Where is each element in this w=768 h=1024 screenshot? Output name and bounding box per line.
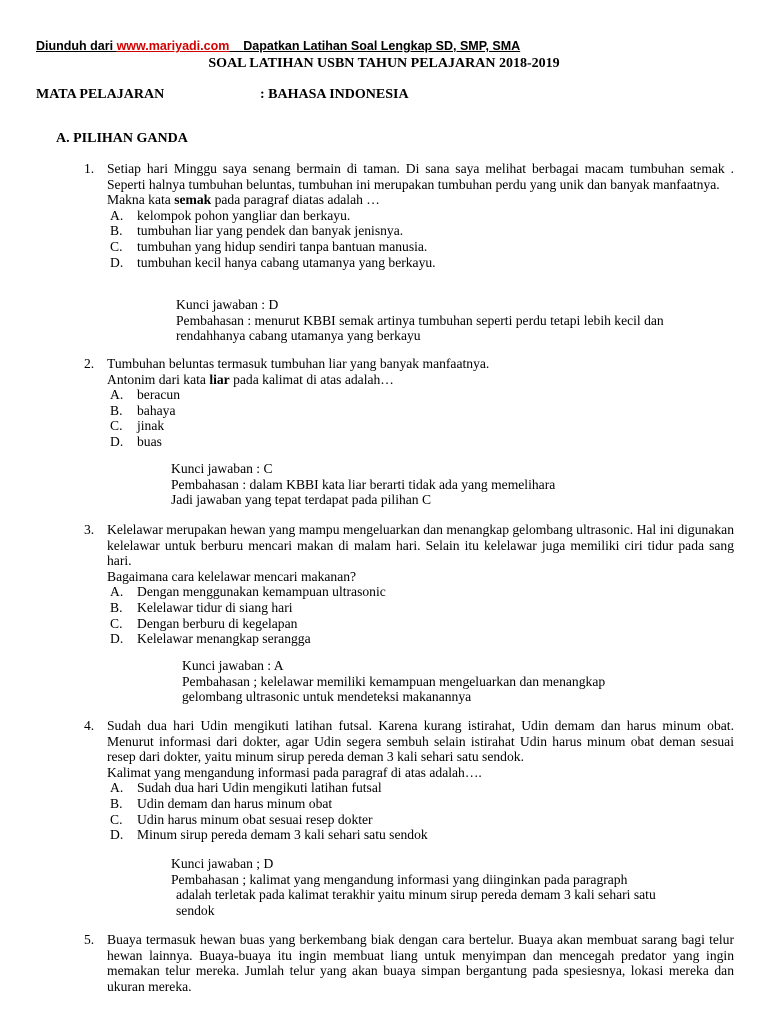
- prompt-keyword: liar: [209, 371, 230, 387]
- option-c[interactable]: [110, 812, 734, 828]
- question-4: [84, 718, 734, 843]
- question-number: 1.: [84, 161, 95, 176]
- option-letter: B.: [110, 599, 123, 615]
- section-heading: A. PILIHAN GANDA: [56, 131, 188, 146]
- question-stem: Sudah dua hari Udin mengikuti latihan futsal. Karena kurang istirahat, Udin demam dan harus minum obat. Menurut informasi dari dokter, agar Udin segera sembuh selain istirahat Udin harus minum obat deman sesuai resep dari dokter, yaitu minum sirup pereda deman 3 kali sehari satu sendok.: [107, 718, 734, 765]
- explanation-line: Pembahasan ; kelelawar memiliki kemampuan mengeluarkan dan menangkap: [182, 673, 606, 689]
- option-a[interactable]: [110, 208, 734, 224]
- prompt-text-end: pada kalimat di atas adalah…: [229, 371, 394, 387]
- download-header: [36, 39, 520, 53]
- option-text: tumbuhan liar yang pendek dan banyak jenisnya.: [137, 223, 404, 239]
- subject-row: [36, 87, 409, 103]
- option-text: Kelelawar tidur di siang hari: [137, 599, 293, 615]
- options-list: [107, 584, 734, 646]
- explanation-line: gelombang ultrasonic untuk mendeteksi makanannya: [182, 689, 472, 705]
- question-prompt: Kalimat yang mengandung informasi pada paragraf di atas adalah….: [107, 764, 482, 780]
- option-d[interactable]: [110, 827, 734, 843]
- question-prompt: [107, 372, 734, 388]
- explanation-line: Jadi jawaban yang tepat terdapat pada pilihan C: [171, 492, 432, 508]
- subject-label: MATA PELAJARAN: [36, 87, 165, 102]
- answer-key: Kunci jawaban : A: [182, 658, 284, 673]
- download-prefix: Diunduh dari: [36, 39, 117, 53]
- option-letter: D.: [110, 827, 124, 843]
- explanation-line: sendok: [176, 902, 215, 918]
- option-text: bahaya: [137, 402, 176, 418]
- option-b[interactable]: [110, 796, 734, 812]
- question-stem: Kelelawar merupakan hewan yang mampu mengeluarkan dan menangkap gelombang ultrasonic. Hal ini digunakan kelelawar untuk berburu mencari makan di malam hari. Selain itu kelelawar juga memiliki ciri tidur pada sang hari.: [107, 522, 734, 569]
- question-stem: Setiap hari Minggu saya senang bermain di taman. Di sana saya melihat berbagai macam tumbuhan semak . Seperti halnya tumbuhan beluntas, tumbuhan ini merupakan tumbuhan perdu yang unik dan banyak manfaatnya.: [107, 161, 734, 192]
- explanation-line: Pembahasan ; kalimat yang mengandung informasi yang diinginkan pada paragraph: [171, 871, 628, 887]
- option-text: tumbuhan yang hidup sendiri tanpa bantuan manusia.: [137, 238, 428, 254]
- question-stem: Tumbuhan beluntas termasuk tumbuhan liar yang banyak manfaatnya.: [107, 356, 490, 371]
- option-letter: B.: [110, 795, 123, 811]
- option-text: Minum sirup pereda demam 3 kali sehari satu sendok: [137, 827, 428, 843]
- header-gap: [229, 39, 243, 53]
- prompt-text: Makna kata: [107, 192, 175, 208]
- answer-key: Kunci jawaban : D: [176, 297, 279, 312]
- option-letter: A.: [110, 387, 124, 403]
- site-link[interactable]: www.mariyadi.com: [116, 39, 230, 53]
- option-text: Udin harus minum obat sesuai resep dokter: [137, 811, 373, 827]
- question-number: 3.: [84, 522, 95, 537]
- option-text: jinak: [137, 418, 165, 434]
- header-tagline: Dapatkan Latihan Soal Lengkap SD, SMP, SMA: [243, 39, 521, 53]
- prompt-text-end: pada paragraf diatas adalah …: [211, 192, 380, 208]
- option-text: buas: [137, 433, 162, 449]
- answer-key-1: [176, 297, 736, 344]
- option-a[interactable]: [110, 780, 734, 796]
- option-b[interactable]: [110, 403, 734, 419]
- option-d[interactable]: [110, 631, 734, 647]
- question-5: [84, 932, 734, 994]
- answer-key: Kunci jawaban : C: [171, 461, 273, 476]
- option-letter: A.: [110, 584, 124, 600]
- option-letter: C.: [110, 418, 123, 434]
- answer-key: Kunci jawaban ; D: [171, 856, 274, 871]
- option-letter: A.: [110, 780, 124, 796]
- option-letter: C.: [110, 811, 123, 827]
- question-prompt: [107, 192, 734, 208]
- options-list: [107, 208, 734, 270]
- option-letter: B.: [110, 223, 123, 239]
- options-list: [107, 780, 734, 842]
- option-letter: C.: [110, 615, 123, 631]
- option-c[interactable]: [110, 418, 734, 434]
- explanation-line: Pembahasan : menurut KBBI semak artinya tumbuhan seperti perdu tetapi lebih kecil dan: [176, 312, 664, 328]
- answer-key-3: [182, 658, 742, 705]
- answer-key-2: [171, 461, 731, 508]
- prompt-keyword: semak: [174, 192, 212, 208]
- option-b[interactable]: [110, 223, 734, 239]
- question-1: [84, 161, 734, 270]
- option-a[interactable]: [110, 387, 734, 403]
- options-list: [107, 387, 734, 449]
- question-stem: Buaya termasuk hewan buas yang berkembang biak dengan cara bertelur. Buaya akan membuat sarang bagi telur hewan lainnya. Buaya-buaya itu ingin membuat liang untuk menyimpan dan mencegah predator yang ingin memakan telur mereka. Jumlah telur yang akan buaya simpan bergantung pada spesiesnya, lokasi mereka dan ukuran mereka.: [107, 932, 734, 994]
- option-letter: C.: [110, 238, 123, 254]
- option-letter: D.: [110, 631, 124, 647]
- document-title: SOAL LATIHAN USBN TAHUN PELAJARAN 2018-2019: [208, 56, 560, 71]
- option-text: kelompok pohon yangliar dan berkayu.: [137, 207, 351, 223]
- question-number: 4.: [84, 718, 95, 733]
- option-text: Sudah dua hari Udin mengikuti latihan futsal: [137, 780, 382, 796]
- explanation-line: Pembahasan : dalam KBBI kata liar berarti tidak ada yang memelihara: [171, 476, 556, 492]
- option-text: Udin demam dan harus minum obat: [137, 795, 333, 811]
- question-3: [84, 522, 734, 647]
- prompt-text: Antonim dari kata: [107, 371, 210, 387]
- option-d[interactable]: [110, 255, 734, 271]
- option-text: Dengan menggunakan kemampuan ultrasonic: [137, 584, 386, 600]
- option-text: Kelelawar menangkap serangga: [137, 631, 311, 647]
- question-number: 2.: [84, 356, 95, 371]
- option-text: Dengan berburu di kegelapan: [137, 615, 298, 631]
- option-text: beracun: [137, 387, 181, 403]
- subject-value: : BAHASA INDONESIA: [260, 87, 409, 102]
- answer-key-4: [171, 856, 731, 918]
- option-c[interactable]: [110, 616, 734, 632]
- option-letter: B.: [110, 402, 123, 418]
- question-prompt: Bagaimana cara kelelawar mencari makanan?: [107, 568, 357, 584]
- option-b[interactable]: [110, 600, 734, 616]
- option-d[interactable]: [110, 434, 734, 450]
- option-letter: D.: [110, 433, 124, 449]
- question-2: [84, 356, 734, 450]
- option-a[interactable]: [110, 584, 734, 600]
- explanation-line: adalah terletak pada kalimat terakhir yaitu minum sirup pereda demam 3 kali sehari satu: [176, 887, 656, 903]
- question-number: 5.: [84, 932, 95, 947]
- option-text: tumbuhan kecil hanya cabang utamanya yang berkayu.: [137, 254, 436, 270]
- option-c[interactable]: [110, 239, 734, 255]
- option-letter: A.: [110, 207, 124, 223]
- explanation-line: rendahhanya cabang utamanya yang berkayu: [176, 328, 421, 344]
- option-letter: D.: [110, 254, 124, 270]
